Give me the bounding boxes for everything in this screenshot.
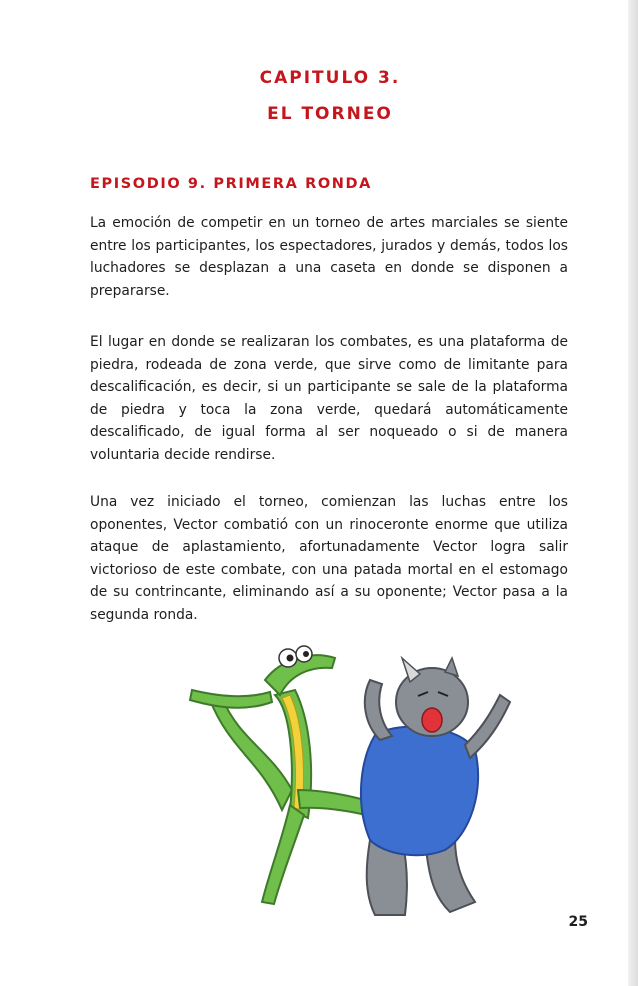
episode-title: EPISODIO 9. PRIMERA RONDA xyxy=(90,176,372,192)
crocodile-vs-rhino-illustration xyxy=(170,640,530,920)
chapter-number: CAPITULO 3. xyxy=(259,68,401,88)
chapter-title: EL TORNEO xyxy=(267,104,393,124)
paragraph-3: Una vez iniciado el torneo, comienzan las luchas entre los oponentes, Vector combatió con un rinoceronte enorme que utiliza ataque de aplastamiento, afortunadamente Vector logra salir victorioso de este combate, con una patada mortal en el estomago de su contrincante, eliminando así a su oponente; Vector pasa a la segunda ronda. xyxy=(90,494,568,623)
paragraph-1: La emoción de competir en un torneo de artes marciales se siente entre los participantes, los espectadores, jurados y demás, todos los luchadores se desplazan a una caseta en donde se disponen a prepararse. xyxy=(90,215,568,299)
page-number: 25 xyxy=(568,914,588,930)
page-edge-shadow xyxy=(628,0,638,986)
paragraph-2: El lugar en donde se realizaran los combates, es una plataforma de piedra, rodeada de zona verde, que sirve como de limitante para descalificación, es decir, si un participante se sale de la plataforma de piedra y toca la zona verde, quedará automáticamente descalificado, de igual forma al ser noqueado o si de manera voluntaria decide rendirse. xyxy=(90,334,568,463)
rhinoceros-figure xyxy=(361,658,510,915)
